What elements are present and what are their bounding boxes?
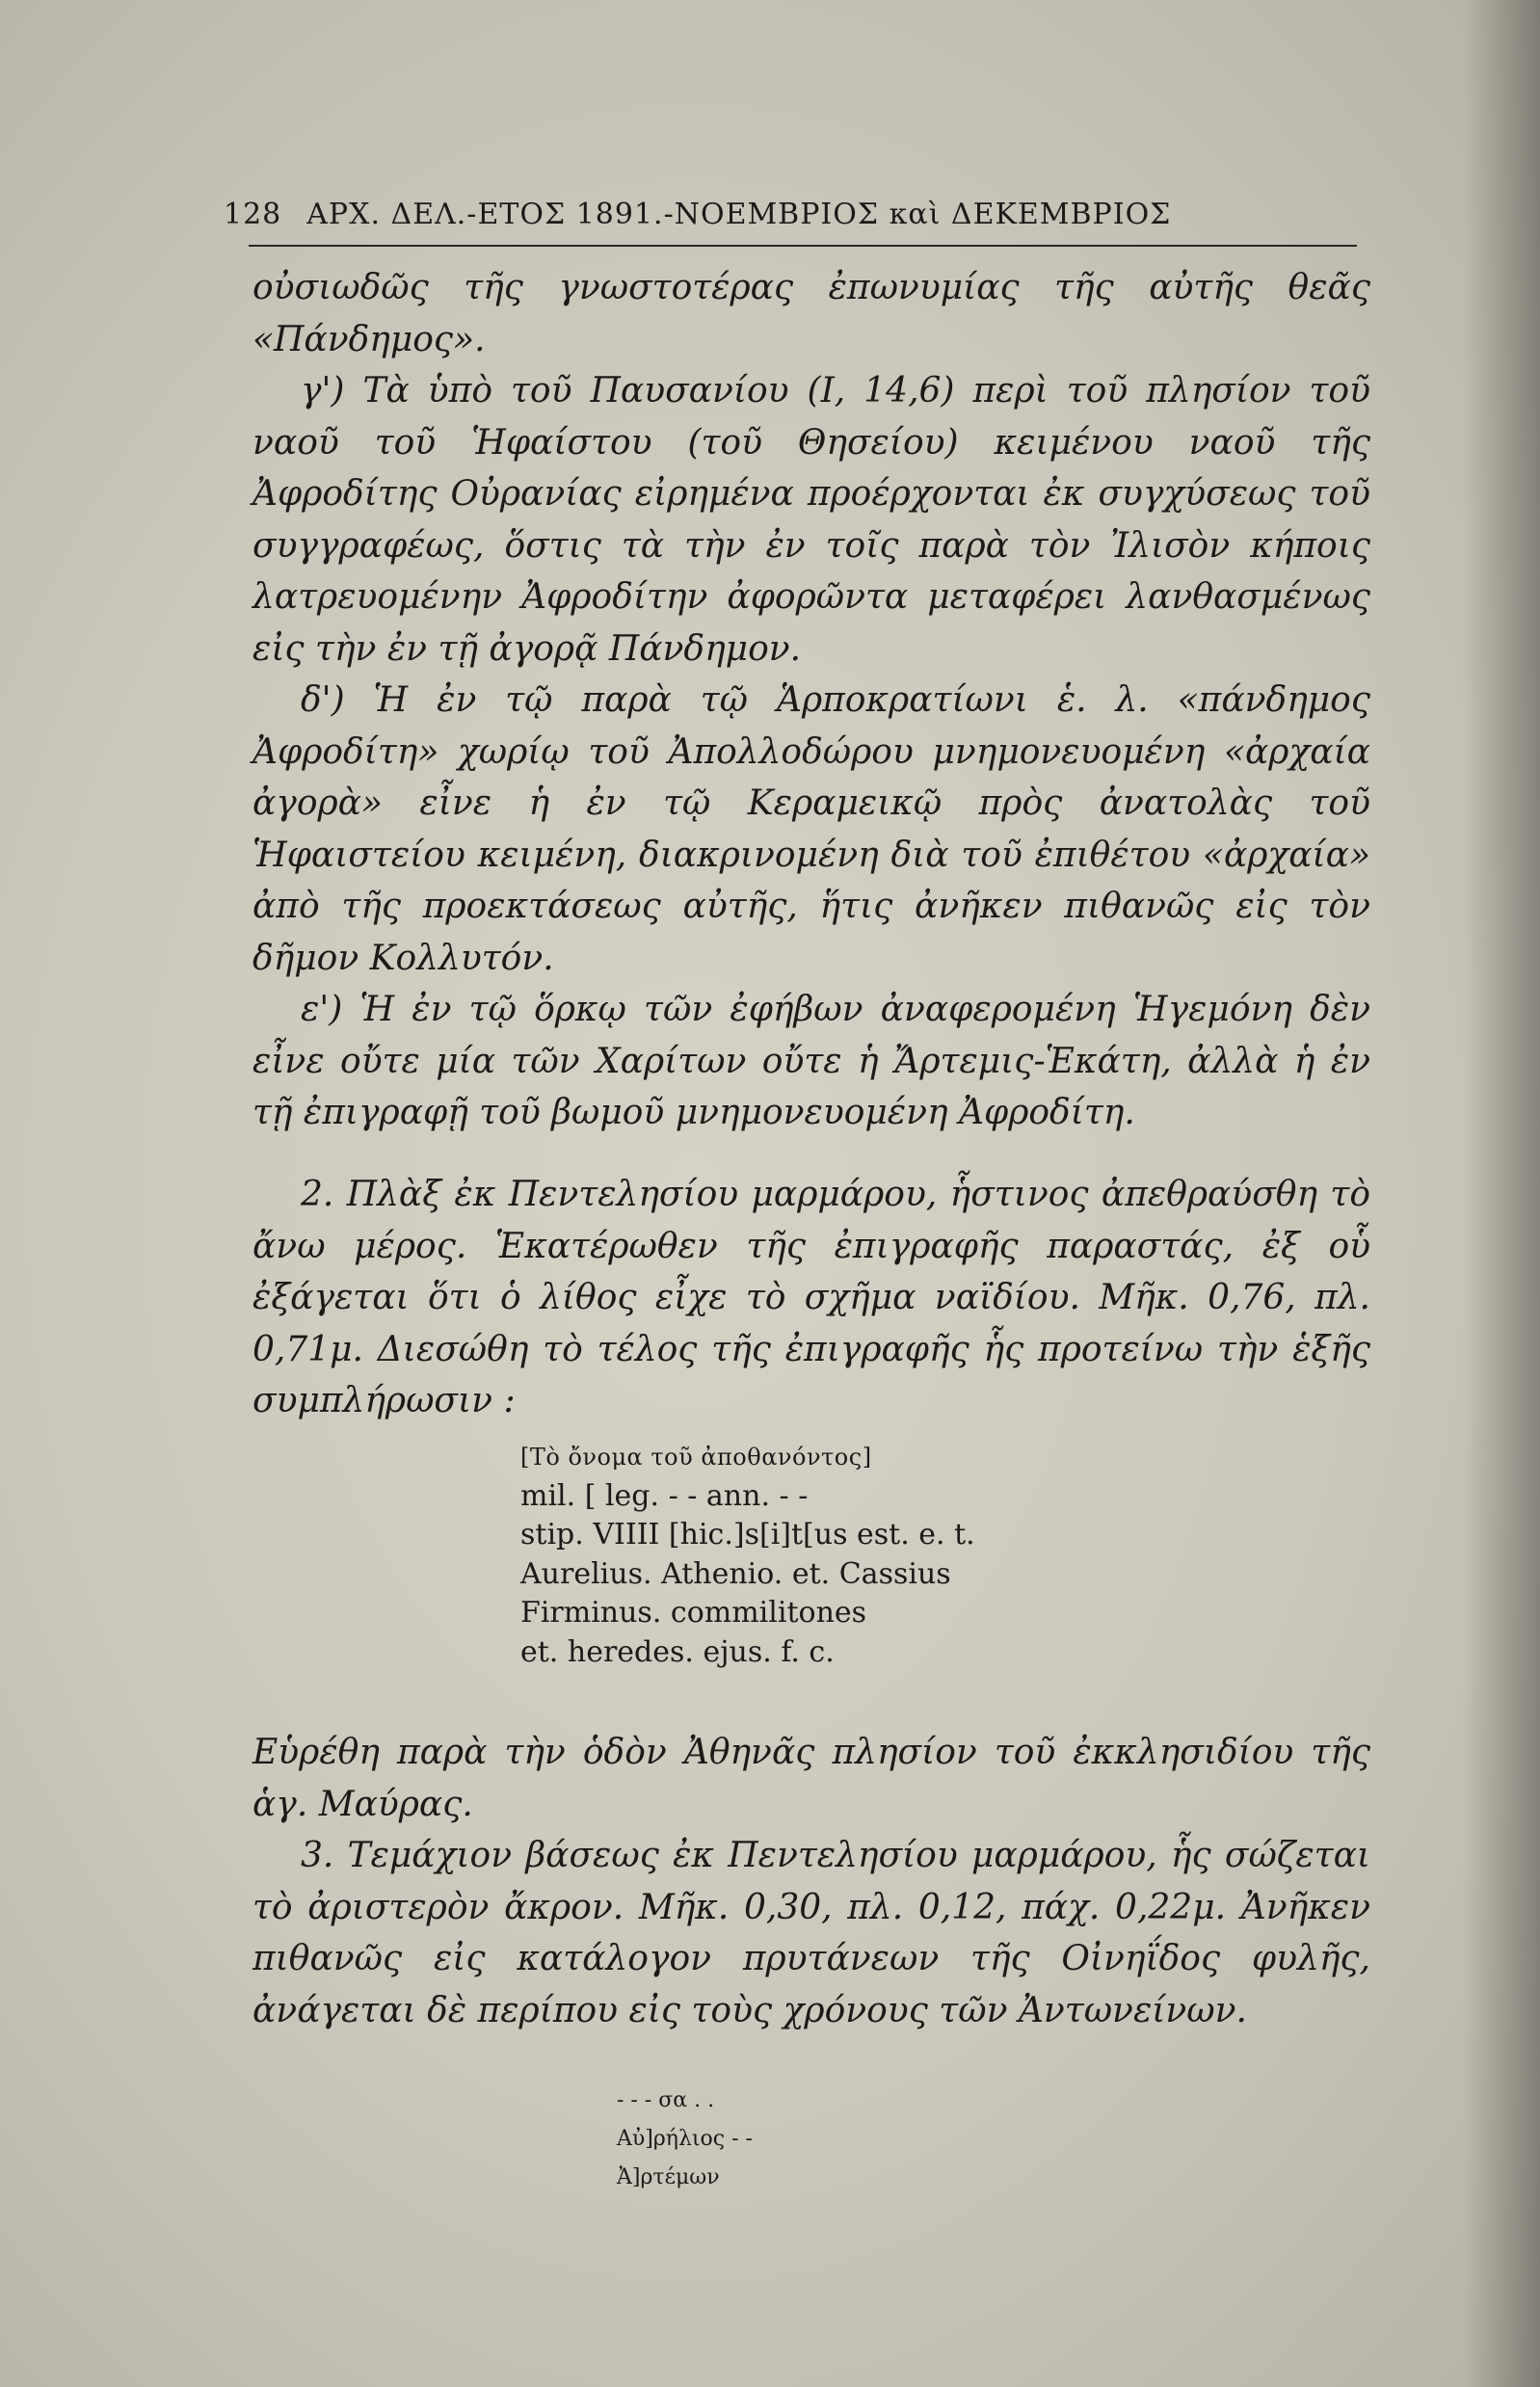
inscription-line: Αὐ]ρήλιος - - <box>617 2127 753 2151</box>
latin-inscription <box>520 1438 975 1672</box>
running-header <box>224 198 1361 231</box>
inscription-line: [Τὸ ὄνομα τοῦ ἀποθανόντος] <box>520 1444 872 1471</box>
inscription-line: - - - σα . . <box>617 2088 715 2112</box>
paragraph: 3. Τεμάχιον βάσεως ἐκ Πεντελησίου μαρμάρου, ἧς σώζεται τὸ ἀριστερὸν ἄκρον. Μῆκ. 0,30, πλ. 0,12, πάχ. 0,22μ. Ἀνῆκεν πιθανῶς εἰς κατάλογον πρυτάνεων τῆς Οἰνηΐδος φυλῆς, ἀνάγεται δὲ περίπου εἰς τοὺς χρόνους τῶν Ἀντωνείνων. <box>252 1836 1370 2030</box>
paragraph: 2. Πλὰξ ἐκ Πεντελησίου μαρμάρου, ἧστινος ἀπεθραύσθη τὸ ἄνω μέρος. Ἑκατέρωθεν τῆς ἐπιγραφῆς παραστάς, ἐξ οὗ ἐξάγεται ὅτι ὁ λίθος εἶχε τὸ σχῆμα ναϊδίου. Μῆκ. 0,76, πλ. 0,71μ. Διεσώθη τὸ τέλος τῆς ἐπιγραφῆς ἧς προτείνω τὴν ἑξῆς συμπλήρωσιν : <box>252 1175 1370 1420</box>
paragraph: ε') Ἡ ἐν τῷ ὅρκῳ τῶν ἐφήβων ἀναφερομένη Ἡγεμόνη δὲν εἶνε οὔτε μία τῶν Χαρίτων οὔτε ἡ Ἄρτεμις-Ἑκάτη, ἀλλὰ ἡ ἐν τῇ ἐπιγραφῇ τοῦ βωμοῦ μνημονευομένη Ἀφροδίτη. <box>252 990 1370 1132</box>
inscription-line: Ἀ]ρτέμων <box>617 2165 720 2189</box>
text-block-2 <box>252 1169 1370 1427</box>
inscription-line: Firminus. commilitones <box>520 1596 867 1630</box>
page-number: 128 <box>224 198 282 231</box>
header-rule <box>249 245 1357 247</box>
running-title: ΑΡΧ. ΔΕΛ.-ΕΤΟΣ 1891.-ΝΟΕΜΒΡΙΟΣ καὶ ΔΕΚΕΜΒΡΙΟΣ <box>306 198 1172 231</box>
text-block-1 <box>252 262 1370 1139</box>
paragraph: δ') Ἡ ἐν τῷ παρὰ τῷ Ἁρποκρατίωνι ἑ. λ. «πάνδημος Ἀφροδίτη» χωρίῳ τοῦ Ἀπολλοδώρου μνημονευομένη «ἀρχαία ἀγορὰ» εἶνε ἡ ἐν τῷ Κεραμεικῷ πρὸς ἀνατολὰς τοῦ Ἡφαιστείου κειμένη, διακρινομένη διὰ τοῦ ἐπιθέτου «ἀρχαία» ἀπὸ τῆς προεκτάσεως αὐτῆς, ἥτις ἀνῆκεν πιθανῶς εἰς τὸν δῆμον Κολλυτόν. <box>252 680 1370 978</box>
inscription-line: Aurelius. Athenio. et. Cassius <box>520 1556 951 1591</box>
paragraph: οὐσιωδῶς τῆς γνωστοτέρας ἐπωνυμίας τῆς αὐτῆς θεᾶς «Πάνδημος». <box>252 268 1370 359</box>
paragraph: γ') Τὰ ὑπὸ τοῦ Παυσανίου (I, 14,6) περὶ τοῦ πλησίον τοῦ ναοῦ τοῦ Ἡφαίστου (τοῦ Θησείου) κειμένου ναοῦ τῆς Ἀφροδίτης Οὐρανίας εἰρημένα προέρχονται ἐκ συγχύσεως τοῦ συγγραφέως, ὅστις τὰ τὴν ἐν τοῖς παρὰ τὸν Ἰλισὸν κήποις λατρευομένην Ἀφροδίτην ἀφορῶντα μεταφέρει λανθασμένως εἰς τὴν ἐν τῇ ἀγορᾷ Πάνδημον. <box>252 371 1370 669</box>
paragraph: Εὑρέθη παρὰ τὴν ὁδὸν Ἀθηνᾶς πλησίον τοῦ ἐκκλησιδίου τῆς ἁγ. Μαύρας. <box>252 1733 1370 1824</box>
page-edge-shadow <box>1463 0 1540 2387</box>
inscription-line: et. heredes. ejus. f. c. <box>520 1634 835 1669</box>
text-block-3 <box>252 1727 1370 2036</box>
greek-inscription-fragment <box>617 2082 753 2197</box>
inscription-line: mil. [ leg. - - ann. - - <box>520 1478 809 1513</box>
inscription-line: stip. VIIII [hic.]s[i]t[us est. e. t. <box>520 1518 975 1552</box>
